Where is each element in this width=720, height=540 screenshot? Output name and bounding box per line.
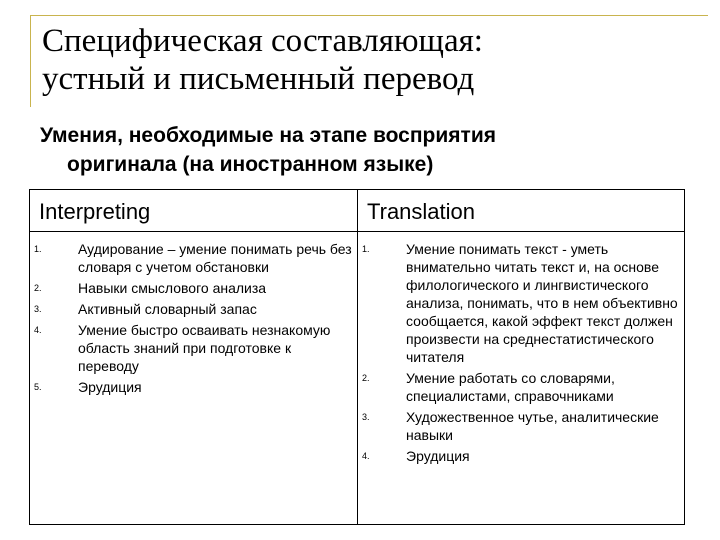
slide-subtitle-line-1: Умения, необходимые на этапе восприятия: [40, 124, 496, 147]
list-item-text: Эрудиция: [78, 379, 142, 395]
list-item-text: Эрудиция: [406, 448, 470, 464]
list-item-text: Умение понимать текст - уметь внимательно читать текст и, на основе филологического и лингвистического анализа, понимать, что в нем объективно сообщается, какой эффект текст должен произвести на среднестатистического читателя: [406, 241, 678, 365]
list-item-number: 4.: [34, 325, 42, 335]
list-item-number: 5.: [34, 382, 42, 392]
list-item: [358, 447, 684, 465]
list-item: [30, 321, 355, 375]
slide-title: [42, 22, 483, 98]
list-item-number: 2.: [34, 283, 42, 293]
column-header-translation: Translation: [367, 199, 476, 224]
slide-frame-top-rule: [30, 15, 708, 16]
list-item-text: Навыки смыслового анализа: [78, 280, 267, 296]
list-item: [30, 378, 355, 396]
list-item: [358, 369, 684, 405]
list-item: [30, 240, 355, 276]
interpreting-skills-list: [30, 240, 355, 399]
list-item: [358, 408, 684, 444]
slide-title-line-2: устный и письменный перевод: [42, 61, 475, 97]
list-item-text: Умение быстро осваивать незнакомую область знаний при подготовке к переводу: [78, 322, 331, 374]
list-item: [358, 240, 684, 366]
list-item-text: Умение работать со словарями, специалистами, справочниками: [406, 370, 615, 404]
list-item-text: Художественное чутье, аналитические навыки: [406, 409, 659, 443]
column-header-interpreting: Interpreting: [39, 199, 151, 224]
list-item-text: Аудирование – умение понимать речь без словаря с учетом обстановки: [78, 241, 352, 275]
list-item: [30, 279, 355, 297]
list-item-number: 3.: [34, 304, 42, 314]
slide-subtitle-line-2: оригинала (на иностранном языке): [67, 153, 434, 176]
list-item-text: Активный словарный запас: [78, 301, 257, 317]
translation-skills-list: [358, 240, 684, 468]
slide-subtitle: [40, 121, 700, 179]
list-item-number: 2.: [362, 373, 370, 383]
list-item-number: 4.: [362, 451, 370, 461]
slide-title-line-1: Специфическая составляющая:: [42, 23, 483, 59]
slide-frame-left-rule: [30, 15, 31, 107]
list-item: [30, 300, 355, 318]
list-item-number: 1.: [362, 244, 370, 254]
comparison-table: [29, 189, 685, 525]
list-item-number: 3.: [362, 412, 370, 422]
list-item-number: 1.: [34, 244, 42, 254]
